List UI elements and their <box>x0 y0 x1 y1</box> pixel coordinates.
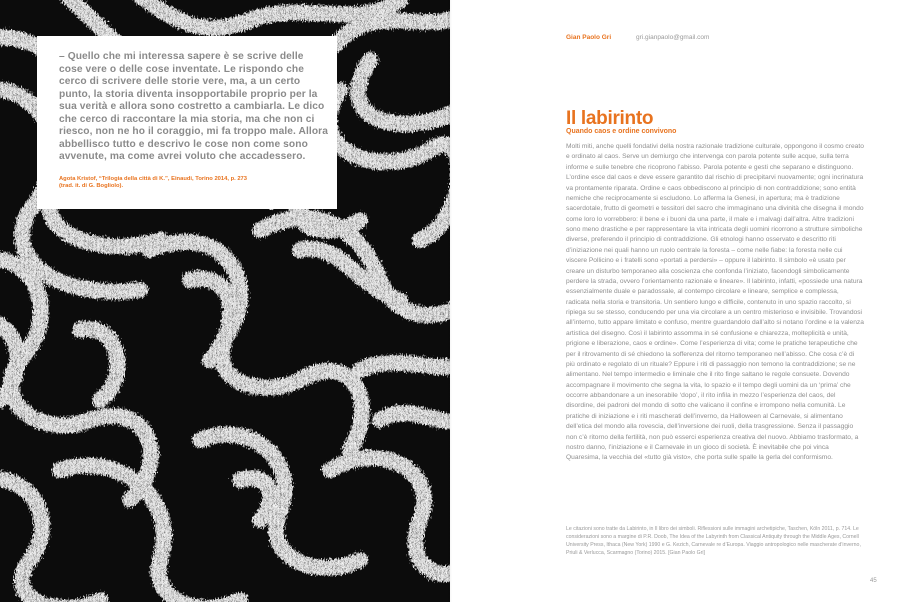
quote-box <box>37 36 337 209</box>
pull-quote: – Quello che mi interessa sapere è se scrive delle cose vere o delle cose inventate. Le rispondo che cerco di scrivere delle storie vere, ma, a un certo punto, la storia diventa insopportabile proprio per la sua verità e allora sono costretto a cambiarla. Le dico che cerco di raccontare la mia storia, ma che non ci riesco, non ne ho il coraggio, mi fa troppo male. Allora abbellisco tutto e descrivo le cose non come sono avvenute, ma come avrei voluto che accadessero. <box>59 51 329 162</box>
right-page <box>450 0 900 602</box>
author-email[interactable]: gri.gianpaolo@gmail.com <box>636 34 710 41</box>
footnote: Le citazioni sono tratte da Labirinto, in Il libro dei simboli. Riflessioni sulle immagini archetipiche, Taschen, Köln 2011, p. 714. Le considerazioni sono a margine di P.R. Doob, The Idea of the Labyrinth from Classical Antiquity through the Middle Ages, Cornell University Press, Ithaca (New York) 1990 e G. Kezich, Carnevale re d’Europa. Viaggio antropologico nelle mascherate d’inverno, Priuli & Verlucca, Scarmagno (Torino) 2015. [Gian Paolo Gri] <box>566 526 861 556</box>
quote-citation <box>59 176 329 191</box>
article-body <box>566 142 864 464</box>
author-name: Gian Paolo Gri <box>566 34 612 41</box>
article-title: Il labirinto <box>566 108 654 129</box>
citation-line-1: Agota Kristof, “Trilogia della città di K.”, Einaudi, Torino 2014, p. 273 <box>59 176 248 182</box>
page-number: 45 <box>870 578 877 584</box>
spine-shadow <box>448 0 452 602</box>
body-paragraph: Molti miti, anche quelli fondativi della nostra razionale tradizione culturale, oppongono il cosmo creato e ordinato al caos. Serve un demiurgo che intervenga con parola potente sulle acque, sulla terra informe e sulle tenebre che ricoprono l’abisso. Parola potente e gesti che separano e distinguono. L’ordine esce dal caos e deve essere garantito dal rischio di precipitarvi nuovamente; ogni incrinatura va prontamente riparata. Ordine e caos obbediscono al principio di non contraddizione; sono entità nemiche che reciprocamente si escludono. Lo afferma la Genesi, in apertura; ma è tradizione sacerdotale, frutto di geometri e tessitori del sacro che immaginano una divinità che disegna il mondo come loro lo vorrebbero: il bene e i buoni da una parte, il male e i malvagi dall’altra. Altre tradizioni sono meno drastiche e per rappresentare la vita intricata degli uomini ricorrono a strutture simboliche diverse, preferendo il principio di contraddizione. Gli etnologi hanno osservato e descritto riti d’iniziazione nei quali hanno un ruolo centrale la foresta – come nelle fiabe: la foresta nelle cui viscere Pollicino e i fratelli sono «portati a perdersi» – oppure il labirinto. Il simbolo «è usato per creare un disturbo temporaneo alla coscienza che confonda l’iniziato, facendogli simbolicamente perdere la strada, ovvero l’orientamento razionale e lineare». Il labirinto, infatti, «possiede una natura essenzialmente duale e paradossale, al contempo circolare e lineare, semplice e complessa, radicata nella storia e transitoria. Un sentiero lungo e difficile, contenuto in uno spazio raccolto, si ripiega su se stesso, conducendo per una via circolare a un centro misterioso e invisibile. Trovandosi all’interno, tutto appare limitato e confuso, mentre guardandolo dall’alto si notano l’ordine e la valenza artistica del disegno. Così il labirinto assomma in sé confusione e chiarezza, molteplicità e unità, prigione e liberazione, caos e ordine». Come l’esperienza di vita; come le pratiche terapeutiche che per il ritrovamento di sé chiedono la sofferenza del ritorno temporaneo nell’abisso. Che cosa c’è di più ordinato e regolato di un rituale? Eppure i riti di passaggio non temono la contraddizione; se ne alimentano. Nel tempo intermedio e liminale che il rito finge saltano le regole consuete. Dovendo accompagnare il movimento che segna la vita, lo spazio e il tempo degli uomini da un ‘prima’ che occorre abbandonare a un inesorabile ‘dopo’, il rito infila in mezzo l’esperienza del caos, del disordine, dei padroni del mondo di sotto che valicano il confine e irrompono nella comunità. Le pratiche di iniziazione e i riti mascherati dell’inverno, da Halloween al Carnevale, si alimentano dell’etica del mondo alla rovescia, dell’inversione dei ruoli, della trasgressione. Senza il passaggio non c’è ritorno della fertilità, non può esserci esperienza creativa del nuovo. Abbiamo trasformato, a nostro danno, l’iniziazione e il Carnevale in un gioco di società. È inevitabile che poi vinca Quaresima, la vecchia del «tutto già visto», che porta sulle spalle la gerla del conformismo. <box>566 143 864 462</box>
citation-line-2: (trad. it. di G. Bogliolo). <box>59 183 124 190</box>
article-subtitle: Quando caos e ordine convivono <box>566 128 677 135</box>
